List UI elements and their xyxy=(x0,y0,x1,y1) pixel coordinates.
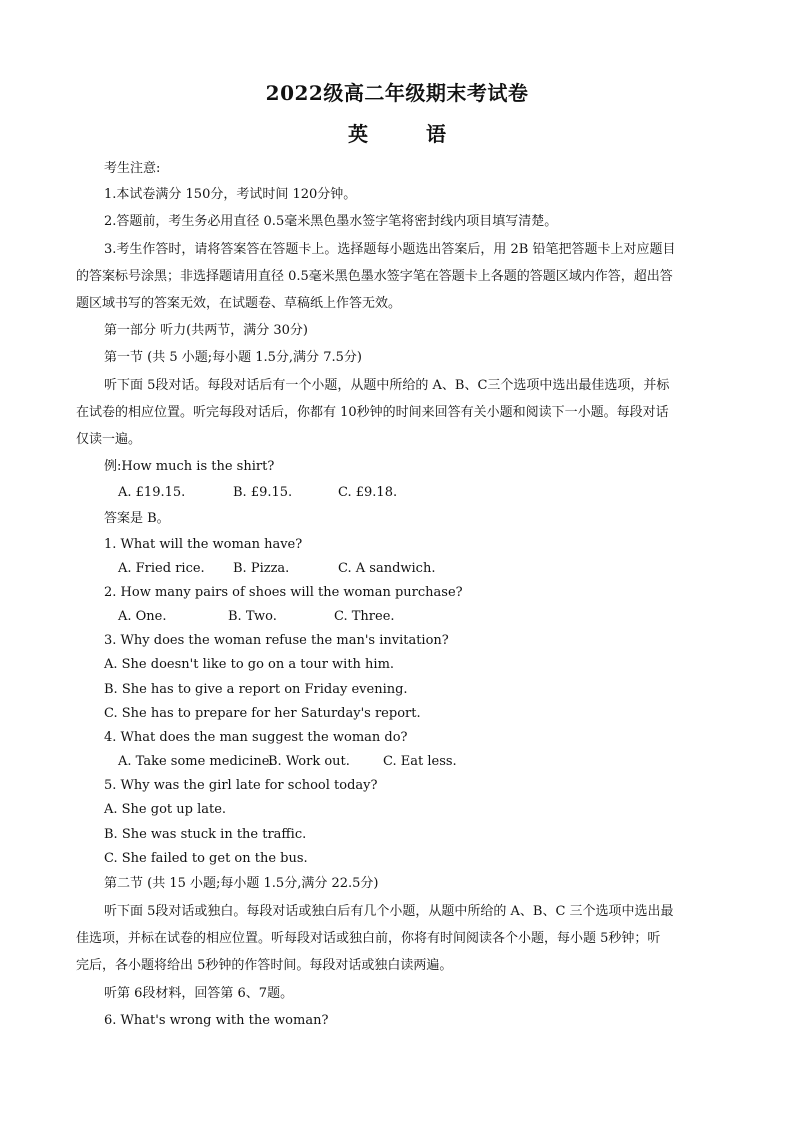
q1-option-a: A. Fried rice. xyxy=(118,561,205,576)
exam-title: 2022级高二年级期末考试卷 xyxy=(265,81,529,105)
example-options xyxy=(118,484,397,502)
notice-item-2: 2.答题前，考生务必用直径 0.5毫米黑色墨水签字笔将密封线内项目填写清楚。 xyxy=(104,214,558,229)
q4-option-b: B. Work out. xyxy=(268,754,350,769)
question-3: 3. Why does the woman refuse the man's invitation? xyxy=(104,633,449,648)
q1-option-b: B. Pizza. xyxy=(233,561,290,576)
section1-instruction-line-3: 仅读一遍。 xyxy=(76,432,142,447)
q2-option-a: A. One. xyxy=(118,609,167,624)
example-option-a: A. £19.15. xyxy=(118,485,186,500)
section2-instruction-line-1: 听下面 5段对话或独白。每段对话或独白后有几个小题，从题中所给的 A、B、C 三个选项中选出最 xyxy=(104,904,674,919)
subject-char-2: 语 xyxy=(426,122,446,146)
q2-option-b: B. Two. xyxy=(228,609,277,624)
q3-option-c: C. She has to prepare for her Saturday's report. xyxy=(104,706,421,721)
question-1-options xyxy=(118,560,435,578)
question-2-options xyxy=(118,608,395,626)
example-option-c: C. £9.18. xyxy=(338,485,398,500)
question-1: 1. What will the woman have? xyxy=(104,537,303,552)
question-4: 4. What does the man suggest the woman do? xyxy=(104,730,408,745)
question-2: 2. How many pairs of shoes will the woman purchase? xyxy=(104,585,463,600)
part1-heading: 第一部分 听力(共两节，满分 30分) xyxy=(104,323,308,338)
subject-title xyxy=(0,118,794,147)
example-answer: 答案是 B。 xyxy=(104,511,170,526)
q5-option-a: A. She got up late. xyxy=(104,802,227,817)
q5-option-c: C. She failed to get on the bus. xyxy=(104,851,308,866)
material-6-note: 听第 6段材料，回答第 6、7题。 xyxy=(104,986,294,1001)
question-6: 6. What's wrong with the woman? xyxy=(104,1013,329,1028)
q1-option-c: C. A sandwich. xyxy=(338,561,436,576)
q4-option-c: C. Eat less. xyxy=(383,754,457,769)
q4-option-a: A. Take some medicine. xyxy=(118,754,274,769)
section2-heading: 第二节 (共 15 小题;每小题 1.5分,满分 22.5分) xyxy=(104,876,379,891)
section1-instruction-line-1: 听下面 5段对话。每段对话后有一个小题，从题中所给的 A、B、C三个选项中选出最佳选项，并标 xyxy=(104,378,670,393)
notice-item-3-line-1: 3.考生作答时，请将答案答在答题卡上。选择题每小题选出答案后，用 2B 铅笔把答题卡上对应题目 xyxy=(104,242,676,257)
subject-char-1: 英 xyxy=(348,122,368,146)
notice-item-3-line-3: 题区域书写的答案无效，在试题卷、草稿纸上作答无效。 xyxy=(76,296,402,311)
notice-item-3-line-2: 的答案标号涂黑；非选择题请用直径 0.5毫米黑色墨水签字笔在答题卡上各题的答题区域内作答，超出答 xyxy=(76,269,673,284)
section1-instruction-line-2: 在试卷的相应位置。听完每段对话后，你都有 10秒钟的时间来回答有关小题和阅读下一小题。每段对话 xyxy=(76,405,669,420)
q3-option-b: B. She has to give a report on Friday evening. xyxy=(104,682,408,697)
section2-instruction-line-2: 佳选项，并标在试卷的相应位置。听每段对话或独白前，你将有时间阅读各个小题，每小题 5秒钟；听 xyxy=(76,931,661,946)
q3-option-a: A. She doesn't like to go on a tour with him. xyxy=(104,657,395,672)
q5-option-b: B. She was stuck in the traffic. xyxy=(104,827,307,842)
question-5: 5. Why was the girl late for school today? xyxy=(104,778,378,793)
example-option-b: B. £9.15. xyxy=(233,485,293,500)
example-question: 例:How much is the shirt? xyxy=(104,459,275,474)
notice-heading: 考生注意: xyxy=(104,161,161,176)
question-4-options xyxy=(118,753,457,771)
notice-item-1: 1.本试卷满分 150分，考试时间 120分钟。 xyxy=(104,187,357,202)
q2-option-c: C. Three. xyxy=(334,609,395,624)
section2-instruction-line-3: 完后，各小题将给出 5秒钟的作答时间。每段对话或独白读两遍。 xyxy=(76,958,453,973)
section1-heading: 第一节 (共 5 小题;每小题 1.5分,满分 7.5分) xyxy=(104,350,362,365)
